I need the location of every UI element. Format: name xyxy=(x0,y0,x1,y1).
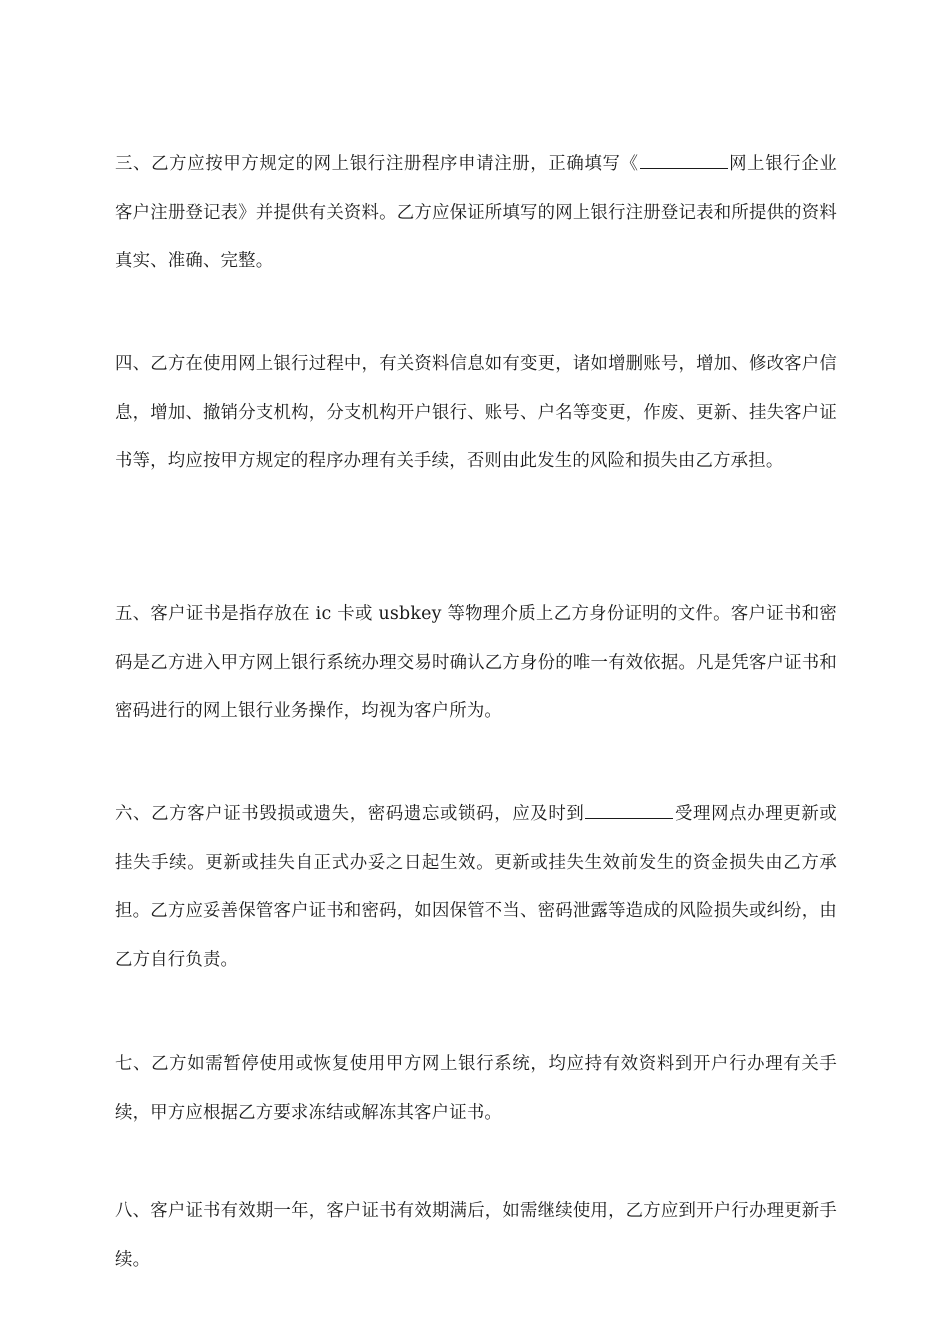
clause-8-text: 八、客户证书有效期一年，客户证书有效期满后，如需继续使用，乙方应到开户行办理更新手续。 xyxy=(115,1201,837,1270)
clause-5 xyxy=(115,590,837,736)
clause-6-text-part1: 六、乙方客户证书毁损或遗失，密码遗忘或锁码，应及时到 xyxy=(115,804,585,824)
clause-7-text: 七、乙方如需暂停使用或恢复使用甲方网上银行系统，均应持有效资料到开户行办理有关手续，甲方应根据乙方要求冻结或解冻其客户证书。 xyxy=(115,1054,837,1123)
fill-in-blank-branch xyxy=(585,804,673,819)
fill-in-blank-bank-name xyxy=(640,154,728,169)
clause-6-text-part2: 受理网点办理更新或挂失手续。更新或挂失自正式办妥之日起生效。更新或挂失生效前发生的资金损失由乙方承担。乙方应妥善保管客户证书和密码，如因保管不当、密码泄露等造成的风险损失或纠纷，由乙方自行负责。 xyxy=(115,804,837,970)
clause-4 xyxy=(115,340,837,486)
clause-3 xyxy=(115,140,837,286)
clause-3-text-part1: 三、乙方应按甲方规定的网上银行注册程序申请注册，正确填写《 xyxy=(115,154,639,174)
clause-4-text: 四、乙方在使用网上银行过程中，有关资料信息如有变更，诸如增删账号，增加、修改客户信息，增加、撤销分支机构，分支机构开户银行、账号、户名等变更，作废、更新、挂失客户证书等，均应按甲方规定的程序办理有关手续，否则由此发生的风险和损失由乙方承担。 xyxy=(115,354,837,471)
clause-6 xyxy=(115,790,837,984)
clause-3-text-part2: 网上银行企业客户注册登记表》并提供有关资料。乙方应保证所填写的网上银行注册登记表和所提供的资料真实、准确、完整。 xyxy=(115,154,837,271)
clause-5-text: 五、客户证书是指存放在 ic 卡或 usbkey 等物理介质上乙方身份证明的文件。客户证书和密码是乙方进入甲方网上银行系统办理交易时确认乙方身份的唯一有效依据。凡是凭客户证书和密码进行的网上银行业务操作，均视为客户所为。 xyxy=(115,604,837,721)
clause-7 xyxy=(115,1040,837,1137)
clause-8 xyxy=(115,1187,837,1284)
